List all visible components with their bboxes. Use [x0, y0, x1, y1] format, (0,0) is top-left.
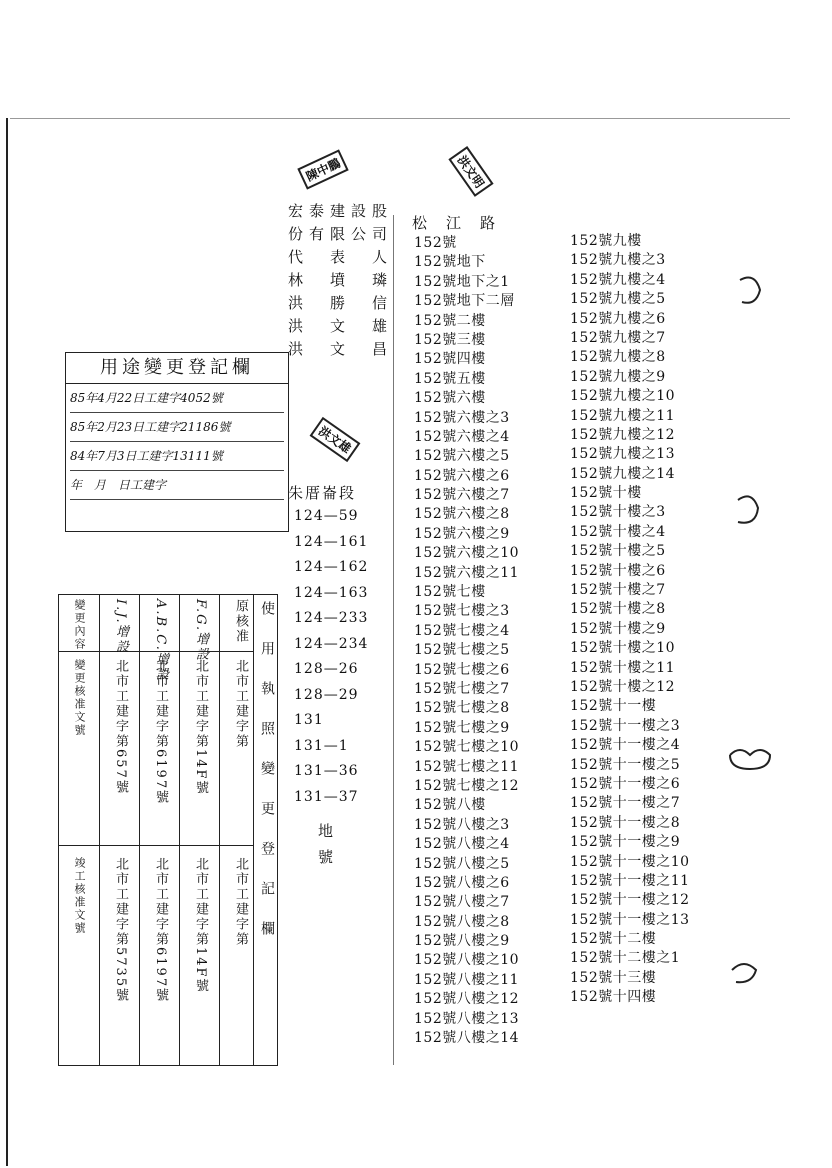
address-entry: 152號十二樓	[570, 931, 657, 948]
address-entry: 152號八樓之6	[414, 874, 510, 891]
scan-border-left	[6, 118, 8, 1166]
address-entry: 152號六樓之3	[414, 409, 510, 426]
table-divider	[99, 595, 100, 1065]
address-entry: 152號八樓之9	[414, 933, 510, 950]
address-entry: 152號八樓之12	[414, 991, 520, 1008]
address-entry: 152號七樓	[414, 584, 486, 601]
address-entry: 152號地下	[414, 254, 486, 271]
seal-stamp-top-left: 陳中鵬	[297, 149, 348, 189]
owner-line: 宏泰建設股	[288, 202, 394, 220]
owner-line: 代 表 人	[288, 248, 394, 266]
seal-stamp-top-mid: 洪文明	[448, 146, 493, 197]
land-number: 124—163	[294, 584, 369, 601]
address-entry: 152號	[414, 235, 457, 251]
address-entry: 152號九樓	[570, 233, 642, 249]
pen-mark	[732, 964, 756, 982]
table-divider	[139, 595, 140, 1065]
address-entry: 152號八樓之8	[414, 913, 510, 930]
address-entry: 152號六樓之11	[414, 564, 520, 581]
land-number: 131—1	[294, 737, 349, 754]
land-number: 124—59	[294, 508, 359, 524]
land-number: 124—233	[294, 610, 369, 626]
table-divider	[253, 595, 254, 1065]
address-entry: 152號七樓之5	[414, 642, 510, 659]
address-entry: 152號八樓之11	[414, 971, 520, 988]
register-entry: 84年7月3日工建字13111號	[70, 443, 284, 471]
address-entry: 152號八樓之7	[414, 894, 510, 911]
address-entry: 152號十樓之6	[570, 562, 666, 579]
row-completion: 北市工建字第6197號	[153, 857, 168, 1004]
land-number: 131—37	[294, 788, 359, 805]
address-entry: 152號十樓之3	[570, 504, 666, 521]
page-fold-line	[393, 215, 394, 1065]
row-content: F.G.增設	[193, 599, 208, 663]
address-entry: 152號三樓	[414, 331, 486, 348]
scan-marks	[700, 250, 790, 1010]
address-entry: 152號十樓之5	[570, 543, 666, 560]
land-number: 124—162	[294, 559, 369, 575]
col-label: 竣工核准文號	[73, 857, 86, 935]
address-entry: 152號九樓之4	[570, 271, 666, 288]
address-entry: 152號十樓之9	[570, 620, 666, 637]
row-approval: 北市工建字第14F號	[193, 659, 208, 796]
row-content: I.J.增設	[113, 599, 128, 655]
address-entry: 152號十二樓之1	[570, 950, 681, 967]
land-footer-b: 號	[318, 848, 334, 866]
address-column-2	[570, 232, 690, 1008]
address-entry: 152號十樓	[570, 485, 642, 502]
address-column-1	[414, 234, 519, 1048]
address-entry: 152號七樓之6	[414, 661, 510, 678]
address-entry: 152號十樓之4	[570, 523, 666, 540]
row-content: A.B.C.增設	[153, 599, 168, 682]
address-entry: 152號七樓之4	[414, 622, 510, 639]
address-entry: 152號八樓之13	[414, 1010, 520, 1027]
address-entry: 152號十一樓	[570, 698, 657, 715]
row-approval: 北市工建字第	[233, 659, 248, 749]
address-entry: 152號九樓之11	[570, 407, 676, 424]
register-entry: 85年4月22日工建字4052號	[70, 385, 284, 413]
address-entry: 152號十一樓之11	[570, 872, 690, 889]
address-entry: 152號九樓之14	[570, 465, 676, 482]
register-title: 用途變更登記欄	[66, 353, 288, 384]
address-entry: 152號八樓之3	[414, 816, 510, 833]
address-entry: 152號十樓之7	[570, 582, 666, 599]
land-number: 124—234	[294, 635, 369, 652]
address-entry: 152號六樓之6	[414, 467, 510, 484]
row-completion: 北市工建字第14F號	[193, 857, 208, 994]
row-completion: 北市工建字第5735號	[113, 857, 128, 1004]
land-number: 124—161	[294, 533, 369, 550]
license-table-header: 使用執照變更登記欄	[259, 601, 275, 961]
address-entry: 152號十一樓之6	[570, 775, 681, 792]
street-heading: 松 江 路	[412, 214, 498, 232]
land-number: 128—29	[294, 686, 359, 703]
address-entry: 152號六樓之7	[414, 487, 510, 504]
address-entry: 152號十一樓之13	[570, 911, 690, 928]
address-entry: 152號七樓之11	[414, 758, 520, 775]
row-content: 原核准	[233, 599, 248, 644]
address-entry: 152號七樓之8	[414, 700, 510, 717]
address-entry: 152號六樓之4	[414, 428, 510, 445]
address-entry: 152號七樓之12	[414, 777, 520, 794]
owner-block	[288, 200, 393, 361]
owner-line: 洪 勝 信	[288, 294, 394, 312]
table-divider	[219, 595, 220, 1065]
owner-line: 林 墳 璘	[288, 271, 394, 289]
use-change-register-box	[65, 352, 289, 532]
scan-border-top	[10, 118, 790, 119]
seal-stamp-owner: 洪文雄	[310, 417, 361, 462]
land-number: 131—36	[294, 763, 359, 779]
address-entry: 152號九樓之5	[570, 291, 666, 308]
owner-line: 份有限公司	[288, 225, 394, 243]
pen-mark	[738, 496, 758, 522]
table-divider	[179, 595, 180, 1065]
address-entry: 152號八樓之10	[414, 952, 520, 969]
address-entry: 152號六樓之5	[414, 448, 510, 465]
address-entry: 152號十一樓之4	[570, 737, 681, 754]
address-entry: 152號八樓之14	[414, 1030, 520, 1047]
address-entry: 152號九樓之9	[570, 368, 666, 385]
address-entry: 152號七樓之10	[414, 739, 520, 756]
address-entry: 152號地下之1	[414, 273, 510, 290]
license-change-table	[58, 594, 278, 1066]
land-heading: 朱厝崙段	[288, 484, 357, 502]
register-entry: 年 月 日工建字	[70, 472, 284, 500]
address-entry: 152號十一樓之9	[570, 834, 681, 851]
address-entry: 152號六樓之10	[414, 545, 520, 562]
address-entry: 152號十樓之12	[570, 678, 676, 695]
address-entry: 152號六樓之8	[414, 506, 510, 523]
address-entry: 152號十一樓之7	[570, 795, 681, 812]
address-entry: 152號八樓	[414, 797, 486, 814]
table-divider	[59, 845, 253, 846]
land-number: 131	[294, 712, 324, 728]
address-entry: 152號九樓之13	[570, 446, 676, 463]
address-entry: 152號六樓之9	[414, 525, 510, 542]
address-entry: 152號十一樓之5	[570, 756, 681, 773]
address-entry: 152號十樓之10	[570, 640, 676, 657]
address-entry: 152號十一樓之12	[570, 892, 690, 909]
address-entry: 152號九樓之7	[570, 329, 666, 346]
address-entry: 152號十三樓	[570, 969, 657, 986]
address-entry: 152號七樓之9	[414, 719, 510, 736]
address-entry: 152號地下二層	[414, 293, 515, 310]
address-entry: 152號四樓	[414, 351, 486, 368]
row-approval: 北市工建字第657號	[113, 659, 128, 795]
address-entry: 152號六樓	[414, 390, 486, 407]
col-label: 變更內容	[73, 599, 86, 651]
row-completion: 北市工建字第	[233, 857, 248, 947]
address-entry: 152號十四樓	[570, 989, 657, 1006]
address-entry: 152號十一樓之10	[570, 853, 690, 870]
address-entry: 152號八樓之4	[414, 836, 510, 853]
address-entry: 152號十樓之11	[570, 659, 676, 676]
owner-line: 洪 文 雄	[288, 317, 394, 335]
address-entry: 152號九樓之10	[570, 388, 676, 405]
address-entry: 152號九樓之12	[570, 426, 676, 443]
address-entry: 152號十一樓之8	[570, 814, 681, 831]
address-entry: 152號十樓之8	[570, 601, 666, 618]
address-entry: 152號九樓之8	[570, 349, 666, 366]
address-entry: 152號五樓	[414, 370, 486, 387]
address-entry: 152號七樓之7	[414, 680, 510, 697]
land-number: 128—26	[294, 661, 359, 677]
col-label: 變更核准文號	[73, 659, 86, 737]
owner-line: 洪 文 昌	[288, 340, 394, 358]
row-approval: 北市工建字第6197號	[153, 659, 168, 806]
address-entry: 152號九樓之3	[570, 252, 666, 269]
address-entry: 152號十一樓之3	[570, 717, 681, 734]
address-entry: 152號二樓	[414, 312, 486, 329]
land-number-list	[294, 504, 368, 810]
land-footer-a: 地	[318, 822, 334, 840]
address-entry: 152號八樓之5	[414, 855, 510, 872]
address-entry: 152號七樓之3	[414, 603, 510, 620]
pen-mark	[740, 278, 760, 303]
address-entry: 152號九樓之6	[570, 310, 666, 327]
register-entry: 85年2月23日工建字21186號	[70, 414, 284, 442]
pen-mark	[730, 750, 770, 769]
